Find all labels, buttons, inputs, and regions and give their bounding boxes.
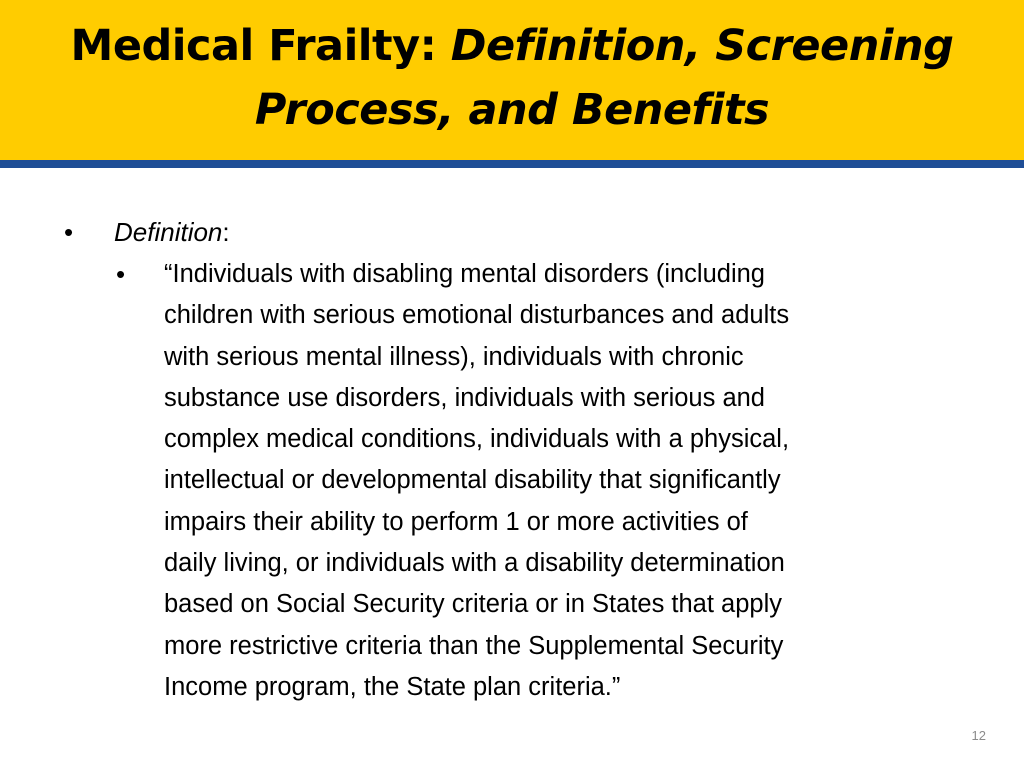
quote-line: more restrictive criteria than the Supplemental Security <box>164 631 784 660</box>
definition-heading <box>114 212 230 252</box>
bullet-marker-level1: • <box>64 217 74 247</box>
quote-line: Income program, the State plan criteria.” <box>164 672 621 701</box>
quote-line: daily living, or individuals with a disability determination <box>164 549 785 578</box>
slide-title-italic-line1: Definition, Screening <box>450 21 954 71</box>
page-number: 12 <box>971 728 986 743</box>
quote-line: intellectual or developmental disability that significantly <box>164 466 781 495</box>
definition-colon: : <box>222 217 230 247</box>
quote-line: with serious mental illness), individuals with chronic <box>164 342 744 371</box>
quote-line: complex medical conditions, individuals with a physical, <box>164 425 790 454</box>
quote-line: “Individuals with disabling mental disorders (including <box>164 260 765 288</box>
definition-label: Definition <box>114 217 223 247</box>
definition-quote <box>164 254 964 708</box>
bullet-marker-level2: • <box>116 259 126 289</box>
quote-line: substance use disorders, individuals with serious and <box>164 383 765 412</box>
slide-title-italic-line2: Process, and Benefits <box>254 85 770 135</box>
slide-title-plain: Medical Frailty: <box>70 21 451 71</box>
quote-line: based on Social Security criteria or in States that apply <box>164 590 782 619</box>
quote-line: children with serious emotional disturbances and adults <box>164 301 790 330</box>
quote-line: impairs their ability to perform 1 or more activities of <box>164 507 748 536</box>
